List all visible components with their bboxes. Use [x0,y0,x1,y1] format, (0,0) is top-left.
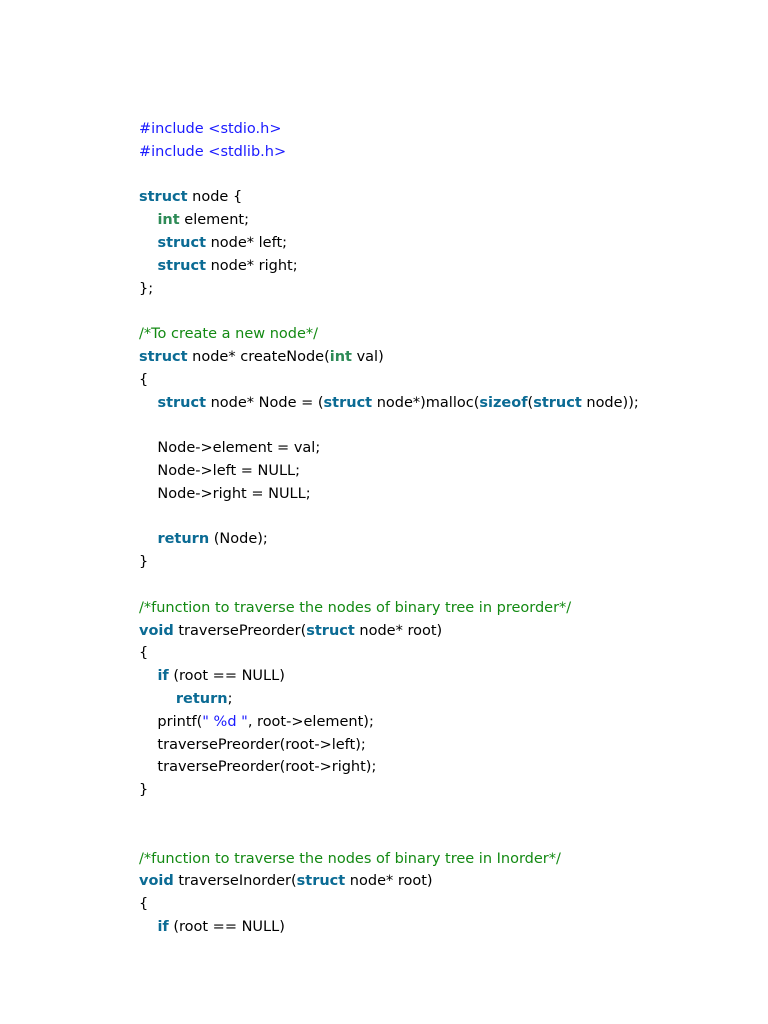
code-line [139,848,639,871]
code-line [139,825,639,848]
code-text [139,395,157,411]
code-text: traversePreorder(root->right); [139,759,377,776]
code-line [139,642,639,665]
keyword-token: struct [533,394,582,411]
code-text: node { [187,189,243,206]
keyword-token: struct [306,622,355,639]
code-line [139,506,639,529]
code-text: traversePreorder( [173,622,307,639]
code-line [139,779,639,802]
code-text [139,668,157,684]
comment-token: /*To create a new node*/ [139,326,319,343]
code-text: node* Node = ( [206,394,324,411]
code-line [139,118,639,141]
code-text: element; [179,212,249,229]
code-text [139,258,157,274]
code-text: (Node); [209,531,268,548]
keyword-token: struct [139,189,188,206]
code-text: (root == NULL) [168,668,285,685]
code-line [139,255,639,278]
type-token: int [329,348,352,365]
keyword-token: return [175,690,228,707]
code-text: traverseInorder( [173,873,297,890]
type-token: int [157,212,180,229]
code-text [139,691,176,707]
code-line [139,916,639,939]
code-line [139,141,639,164]
code-line [139,278,639,301]
keyword-token: struct [157,234,206,251]
code-text: { [139,371,149,388]
code-line [139,551,639,574]
code-line [139,688,639,711]
code-line [139,620,639,643]
code-line [139,186,639,209]
code-text [139,212,157,228]
keyword-token: struct [157,394,206,411]
keyword-token: if [157,668,169,685]
code-text: { [139,896,149,913]
code-text: node* right; [206,257,298,274]
keyword-token: return [157,531,210,548]
code-block [139,118,639,939]
code-line [139,392,639,415]
code-line [139,574,639,597]
code-text: } [139,782,149,799]
keyword-token: sizeof [479,394,528,411]
code-text [139,531,157,547]
code-text: } [139,554,149,571]
code-line [139,300,639,323]
keyword-token: void [139,622,174,639]
code-text: node* root) [345,873,433,890]
code-line [139,756,639,779]
code-line [139,893,639,916]
code-text: { [139,645,149,662]
code-text: node* left; [206,234,288,251]
code-line [139,483,639,506]
keyword-token: if [157,918,169,935]
code-line [139,209,639,232]
code-text: node*)malloc( [372,394,480,411]
code-line [139,665,639,688]
comment-token: /*function to traverse the nodes of binary tree in preorder*/ [139,599,572,616]
code-line [139,870,639,893]
preprocessor-token: #include <stdio.h> [139,121,282,137]
preprocessor-token: #include <stdlib.h> [139,143,287,160]
keyword-token: struct [323,394,373,411]
code-text: node)); [581,394,639,411]
keyword-token: struct [157,257,206,274]
code-line [139,711,639,734]
code-text: val) [351,348,384,365]
code-text: Node->left = NULL; [139,462,301,479]
code-text: (root == NULL) [168,918,285,935]
code-line [139,346,639,369]
comment-token: /*function to traverse the nodes of binary tree in Inorder*/ [139,850,561,867]
code-text: , root->element); [247,713,374,730]
code-text: ; [227,690,233,707]
code-line [139,597,639,620]
code-text [139,919,157,935]
code-text: node* createNode( [187,348,330,365]
keyword-token: void [139,873,174,890]
code-text [139,235,157,251]
code-line [139,414,639,437]
code-text: Node->element = val; [139,440,321,457]
code-line [139,369,639,392]
code-line [139,460,639,483]
code-text: Node->right = NULL; [139,485,311,502]
code-text: }; [139,280,154,297]
keyword-token: struct [296,873,346,890]
code-line [139,734,639,757]
code-line [139,164,639,187]
code-line [139,323,639,346]
code-line [139,437,639,460]
code-text: printf( [139,713,203,730]
code-text: traversePreorder(root->left); [139,736,366,753]
code-line [139,232,639,255]
code-text: ( [527,394,534,411]
string-token: " %d " [202,713,248,730]
keyword-token: struct [139,348,188,365]
code-line [139,528,639,551]
code-text: node* root) [354,622,443,639]
code-line [139,802,639,825]
